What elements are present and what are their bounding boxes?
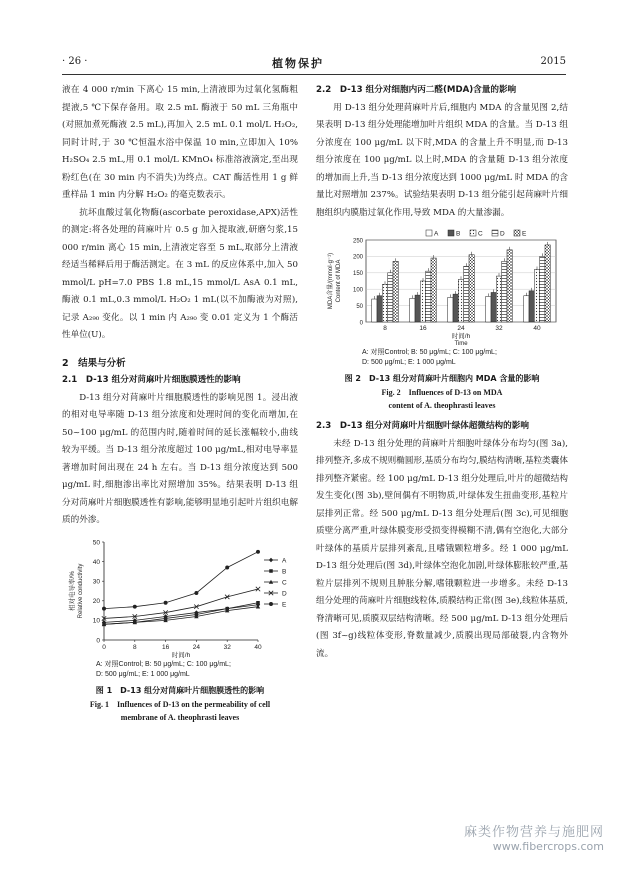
figure-1-line-chart (62, 534, 298, 660)
watermark-site-name: 麻类作物营养与施肥网 (463, 825, 604, 840)
figure-2-legend-line2: D: 500 μg/mL; E: 1 000 μg/mL (362, 359, 456, 366)
header-rule (62, 74, 566, 75)
legend-label-c: C (478, 230, 483, 238)
bar-c (534, 270, 539, 322)
bar-e (431, 258, 436, 322)
x-tick-label: 8 (132, 643, 137, 651)
series-e-point (102, 606, 106, 610)
x-tick-label: 24 (457, 325, 465, 332)
figure-1-caption-en-1: Fig. 1 Influences of D-13 on the permeability of cell (89, 699, 271, 709)
bar-c (420, 281, 425, 322)
series-e-point (133, 604, 137, 608)
y-axis-label-cn: MDA含量/(mmol·g⁻¹) (328, 252, 334, 310)
bar-a (486, 296, 491, 322)
bar-d (426, 271, 431, 322)
figure-2-caption-cn: 图 2 D-13 组分对苘麻叶片细胞内 MDA 含量的影响 (344, 374, 540, 383)
x-axis-label-cn: 时间/h (171, 651, 191, 659)
figure-2-caption-en-2: content of A. theophrasti leaves (388, 401, 496, 410)
bar-d (502, 261, 507, 322)
figure-2-legend-line1: A: 对照Control; B: 50 μg/mL; C: 100 μg/mL; (362, 349, 497, 356)
legend-swatch-b (448, 230, 454, 236)
figure-1-caption-cn: 图 1 D-13 组分对苘麻叶片细胞膜透性的影响 (95, 685, 265, 695)
bar-b (453, 294, 458, 322)
figure-2-legend (316, 348, 568, 368)
left-column (62, 82, 298, 724)
x-tick-label: 32 (223, 643, 231, 651)
y-tick-label: 0 (96, 636, 100, 644)
bar-e (545, 245, 550, 322)
y-tick-label: 150 (352, 271, 363, 278)
x-tick-label: 32 (495, 325, 503, 332)
y-tick-label: 50 (356, 303, 363, 310)
x-tick-label: 16 (419, 325, 427, 332)
paragraph-mda: 用 D-13 组分处理苘麻叶片后,细胞内 MDA 的含量见图 2,结果表明 D-13 组分处理能增加叶片组织 MDA 的含量。当 D-13 组分浓度在 100 μg/mL 以下时,MDA 的含量上升不明显,而 D-13 组分浓度在 100 μg/mL 以上时,MDA 的含量随 D-13 组分浓度的增加而上升,当 D-13 组分浓度达到 1000 μg/mL 时 MDA 的含量比对照增加 237%。试验结果表明 D-13 组分能引起苘麻叶片细胞组织内膜脂过氧化作用,导致 MDA 的大量渗漏。 (316, 102, 568, 218)
journal-name: 植物保护 (272, 57, 324, 70)
series-d-legend-label: D (282, 590, 287, 597)
section-heading-2-1: 2.1 D-13 组分对苘麻叶片细胞膜透性的影响 (62, 375, 241, 385)
y-axis-label-en: Relative conductivity (78, 563, 84, 618)
series-b-point (256, 601, 260, 605)
page-number: · 26 · (62, 56, 88, 67)
series-e-line (104, 551, 258, 608)
section-heading-2-3: 2.3 D-13 组分对苘麻叶片细胞叶绿体超微结构的影响 (316, 421, 529, 431)
x-tick-label: 16 (161, 643, 170, 651)
paragraph-ultrastructure: 未经 D-13 组分处理的苘麻叶片细胞叶绿体分布均匀(图 3a),排列整齐,多成不规则椭圆形,基质分布均匀,膜结构清晰,基粒类囊体排列整齐紧密。经 100 μg/mL D-13 组分处理后,叶片的超微结构发生变化(图 3b),壁间偶有不明物质,叶绿体发生扭曲变形,基粒片层排列正常。经 500 μg/mL D-13 组分处理后(图 3c),可见细胞质壁分离严重,叶绿体膜变形受损变得模糊不清,偶有空泡化,大部分叶绿体的基质片层排列紊乱,且嗜锇颗粒增多。经 1 000 μg/mL D-13 组分处理后(图 3d),叶绿体空泡化加剧,叶绿体膨胀较严重,基粒片层排列不规则且肿胀分解,嗜锇颗粒进一步增多。未经 D-13 组分处理的苘麻叶片细胞线粒体,质膜结构正常(图 3e),线粒体基质,脊清晰可见,质膜双层结构清晰。经 500 μg/mL D-13 组分处理后(图 3f~g)线粒体变形,脊数量减少,质膜出现局部破裂,内含物外流。 (316, 438, 568, 659)
series-e-point (164, 600, 168, 604)
x-tick-label: 40 (254, 643, 262, 651)
series-b-legend-label: B (282, 568, 287, 575)
figure-1-legend-line2: D: 500 μg/mL; E: 1 000 μg/mL (96, 670, 190, 678)
paragraph-permeability: D-13 组分对苘麻叶片细胞膜透性的影响见图 1。浸出液的相对电导率随 D-13 组分浓度和处理时间的变化而增加,在 50~100 μg/mL 的范围内时,随着时间的延长涨幅较小,曲线较为平缓。当 D-13 组分浓度超过 100 μg/mL,相对电导率显著增加时间出现在 24 h 左右。当 D-13 组分浓度达到 500 μg/mL 时,细胞渗出率比对照增加 35%。结果表明 D-13 组分对苘麻叶片细胞膜透性有影响,能够明显地引起叶片组织电解质的外渗。 (62, 392, 298, 525)
y-tick-label: 40 (92, 558, 100, 566)
series-a-legend-label: A (282, 557, 287, 564)
y-axis-label-cn: 相对电导率/% (69, 570, 76, 611)
right-column (316, 82, 568, 663)
year: 2015 (540, 56, 566, 67)
y-tick-label: 0 (359, 320, 363, 327)
series-b-legend-marker (269, 569, 273, 573)
y-tick-label: 10 (92, 617, 100, 625)
series-e-legend-label: E (282, 601, 287, 608)
x-axis-label-cn: 时间/h (451, 333, 471, 340)
bar-b (377, 296, 382, 322)
legend-label-d: D (500, 230, 505, 238)
x-tick-label: 8 (383, 325, 387, 332)
bar-d (388, 273, 393, 322)
y-axis-label-en: Content of MDA (336, 259, 342, 303)
legend-swatch-a (426, 230, 432, 236)
figure-2-caption-en-1: Fig. 2 Influences of D-13 on MDA (381, 388, 503, 397)
bar-a (524, 296, 529, 322)
series-e-legend-marker (269, 602, 273, 606)
bar-e (393, 261, 398, 322)
section-heading-2: 2 结果与分析 (62, 357, 126, 369)
figure-2-bar-chart (316, 226, 568, 348)
legend-label-b: B (456, 230, 461, 238)
legend-swatch-c (470, 230, 476, 236)
y-tick-label: 20 (92, 597, 100, 605)
bar-c (496, 276, 501, 322)
watermark-url: www.fibercrops.com (492, 840, 604, 853)
series-d-line (104, 589, 258, 618)
x-tick-label: 0 (102, 643, 106, 651)
paragraph-cat-method: 液在 4 000 r/min 下离心 15 min,上清液即为过氧化氢酶粗提液,5 ℃下保存备用。取 2.5 mL 酶液于 50 mL 三角瓶中(对照加煮死酶液 2.5 mL),再加入 2.5 mL 0.1 mol/L H₂O₂,同时计时,于 30 ℃恒温水浴中保温 10 min,立即加入 10% H₂SO₄ 2.5 mL,用 0.1 mol/L KMnO₄ 标准溶液滴定,至出现粉红色(在 30 min 内不消失)为终点。CAT 酶活性用 1 g 鲜重样品 1 min 内分解 H₂O₂ 的毫克数表示。 (62, 85, 298, 200)
running-header (62, 56, 566, 72)
legend-swatch-d (492, 230, 498, 236)
bar-b (529, 291, 534, 322)
series-e-point (256, 549, 260, 553)
legend-label-a: A (434, 230, 439, 238)
figure-1-caption-en-2: membrane of A. theophrasti leaves (120, 712, 240, 722)
legend-label-e: E (522, 230, 527, 238)
watermark (464, 821, 604, 853)
y-tick-label: 250 (352, 238, 363, 245)
bar-a (372, 299, 377, 322)
legend-swatch-e (514, 230, 520, 236)
bar-b (491, 292, 496, 322)
bar-c (382, 284, 387, 322)
bar-a (448, 297, 453, 322)
figure-1-legend (62, 660, 298, 680)
series-a-legend-marker (269, 557, 273, 561)
series-e-point (194, 590, 198, 594)
bar-d (540, 256, 545, 322)
paragraph-apx-method: 抗坏血酸过氧化物酶(ascorbate peroxidase,APX)活性的测定:将各处理的苘麻叶片 0.5 g 加入提取液,研磨匀浆,15 000 r/min 离心 15 min,上清液定容至 5 mL,取部分上清液经适当稀释后用于酶活测定。在 3 mL 的反应体系中,加入 50 mmol/L pH=7.0 PBS 1.8 mL,15 mmol/L AsA 0.1 mL,酶液 0.1 mL,0.3 mmol/L H₂O₂ 1 mL(以不加酶液为对照),记录 A₂₉₀ 变化。以 1 min 内 A₂₉₀ 变 0.01 定义为 1 个酶活性单位(U)。 (62, 207, 298, 340)
x-tick-label: 24 (192, 643, 201, 651)
bar-e (469, 255, 474, 322)
y-tick-label: 200 (352, 254, 363, 261)
bar-a (410, 298, 415, 322)
bar-c (458, 279, 463, 322)
x-tick-label: 40 (533, 325, 541, 332)
series-c-legend-label: C (282, 579, 287, 586)
figure-1-legend-line1: A: 对照Control; B: 50 μg/mL; C: 100 μg/mL; (96, 660, 231, 668)
series-e-point (225, 565, 229, 569)
y-tick-label: 50 (92, 538, 100, 546)
x-axis-label-en: Time (454, 341, 468, 347)
y-tick-label: 100 (352, 287, 363, 294)
bar-e (507, 250, 512, 322)
section-heading-2-2: 2.2 D-13 组分对细胞内丙二醛(MDA)含量的影响 (316, 85, 517, 95)
bar-b (415, 295, 420, 322)
bar-d (464, 266, 469, 322)
y-tick-label: 30 (92, 578, 100, 585)
